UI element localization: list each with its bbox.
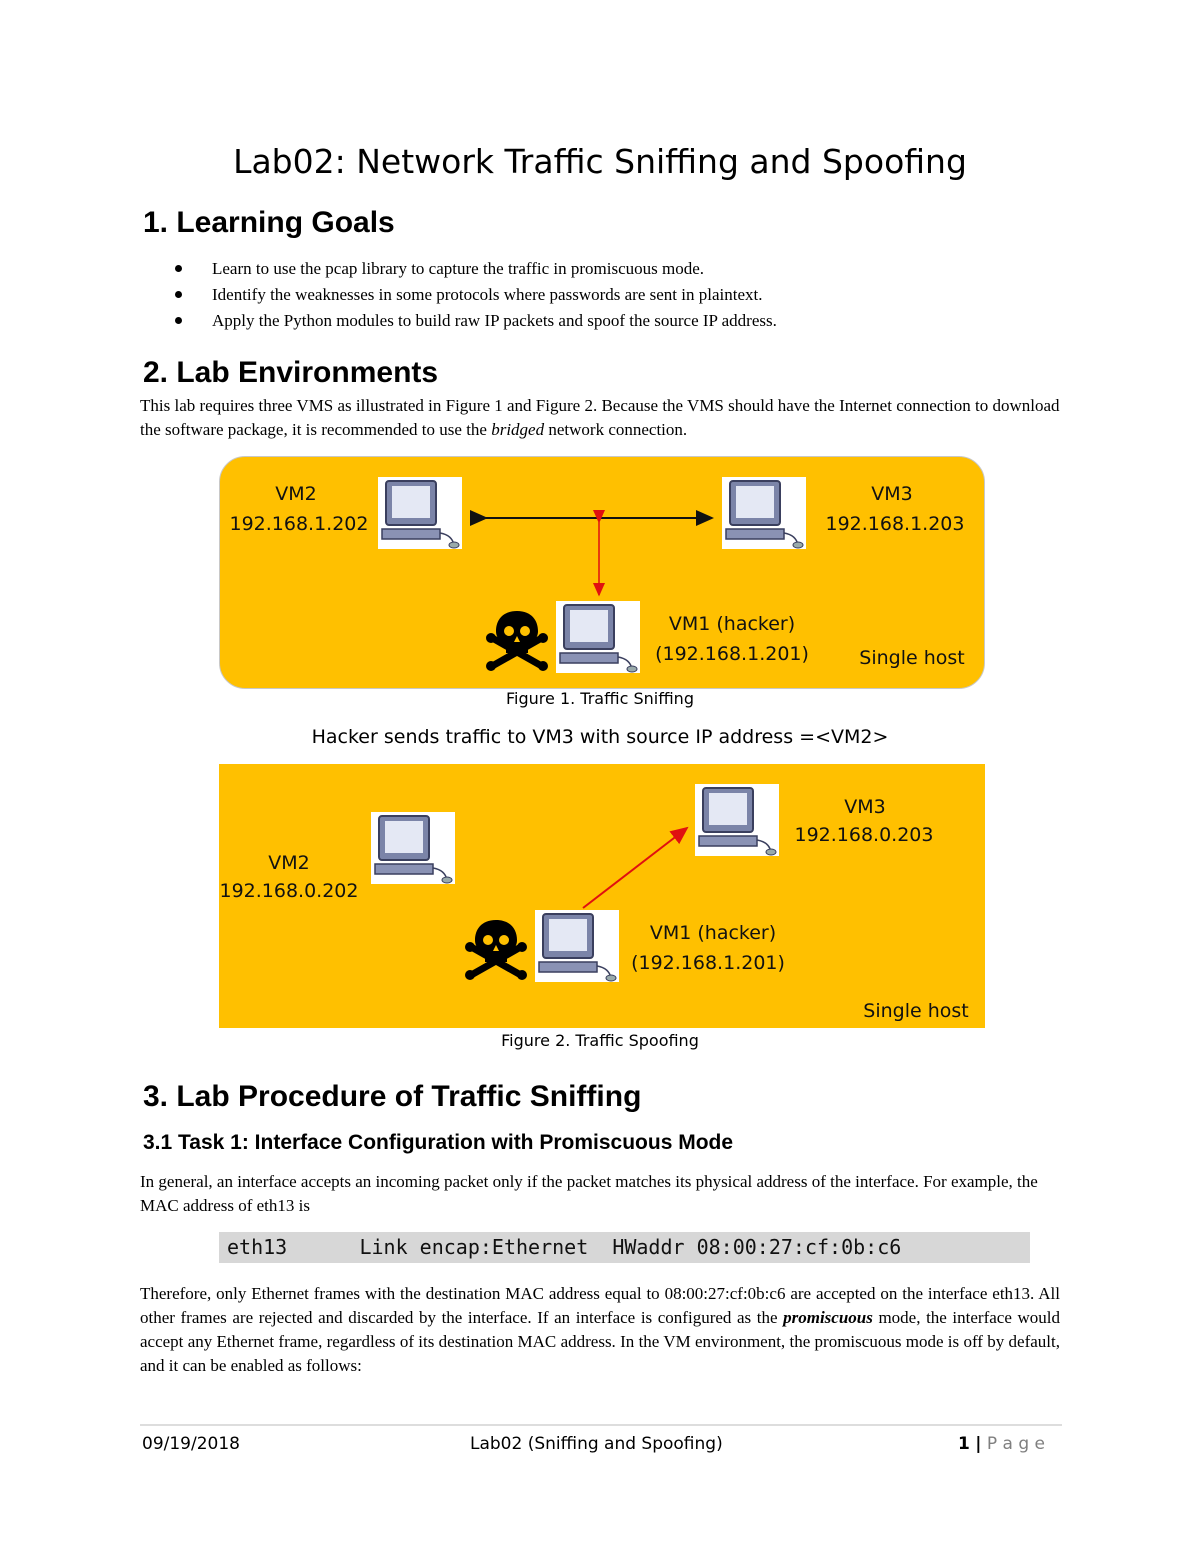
task-1-heading: 3.1 Task 1: Interface Configuration with Promiscuous Mode bbox=[143, 1131, 734, 1154]
list-item: Apply the Python modules to build raw IP packets and spoof the source IP address. bbox=[175, 310, 777, 336]
learning-goals-list bbox=[175, 258, 777, 336]
page-word: P a g e bbox=[986, 1434, 1046, 1454]
list-item: Learn to use the pcap library to capture the traffic in promiscuous mode. bbox=[175, 258, 777, 284]
figure-1-caption: Figure 1. Traffic Sniffing bbox=[506, 689, 694, 708]
vm3-name: VM3 bbox=[871, 483, 913, 505]
paragraph-text: Therefore, only Ethernet frames with the destination MAC address equal to 08:00:27:cf:0b:c6 are accepted on the interface eth13. All other frames are rejected and discarded by the interface. If an interface is configured as the bbox=[140, 1284, 1060, 1327]
spoof-arrow bbox=[219, 764, 985, 1028]
figure-2-traffic-spoofing bbox=[219, 764, 985, 1028]
footer-date: 09/19/2018 bbox=[142, 1434, 240, 1454]
footer-separator: | bbox=[975, 1434, 982, 1454]
page-indicator bbox=[958, 1434, 1045, 1454]
section-2-paragraph bbox=[140, 394, 1060, 442]
skull-icon bbox=[465, 918, 527, 980]
computer-icon bbox=[535, 910, 619, 982]
paragraph-text: This lab requires three VMS as illustrated in Figure 1 and Figure 2. Because the VMS should have the Internet connection to download the software package, it is recommended to use the bbox=[140, 396, 1060, 439]
emphasis-text: bridged bbox=[491, 420, 545, 439]
footer-title: Lab02 (Sniffing and Spoofing) bbox=[470, 1434, 723, 1454]
section-3-heading: 3. Lab Procedure of Traffic Sniffing bbox=[143, 1080, 642, 1113]
vm2-name: VM2 bbox=[268, 852, 310, 874]
host-label: Single host bbox=[863, 1000, 969, 1022]
paragraph-text: network connection. bbox=[544, 420, 688, 439]
skull-icon bbox=[486, 609, 548, 671]
computer-icon bbox=[378, 477, 462, 549]
section-2-heading: 2. Lab Environments bbox=[143, 356, 439, 389]
ifconfig-output: eth13 Link encap:Ethernet HWaddr 08:00:27:cf:0b:c6 bbox=[219, 1232, 1030, 1263]
computer-icon bbox=[722, 477, 806, 549]
emphasis-text: promiscuous bbox=[783, 1308, 873, 1327]
host-label: Single host bbox=[859, 647, 965, 669]
task-1-paragraph: In general, an interface accepts an incoming packet only if the packet matches its physical address of the interface. For example, the MAC address of eth13 is bbox=[140, 1172, 1038, 1215]
footer-divider bbox=[140, 1424, 1062, 1426]
list-item: Identify the weaknesses in some protocols where passwords are sent in plaintext. bbox=[175, 284, 777, 310]
vm3-name: VM3 bbox=[844, 796, 886, 818]
vm3-ip: 192.168.0.203 bbox=[794, 824, 934, 846]
figure-2-heading: Hacker sends traffic to VM3 with source IP address =<VM2> bbox=[311, 726, 889, 748]
computer-icon bbox=[695, 784, 779, 856]
promiscuous-paragraph bbox=[140, 1282, 1060, 1378]
vm1-name: VM1 (hacker) bbox=[649, 922, 777, 944]
vm1-name: VM1 (hacker) bbox=[668, 613, 796, 635]
figure-1-traffic-sniffing bbox=[219, 456, 985, 689]
vm1-ip: (192.168.1.201) bbox=[631, 952, 785, 974]
vm2-name: VM2 bbox=[275, 483, 317, 505]
vm2-ip: 192.168.0.202 bbox=[219, 880, 359, 902]
computer-icon bbox=[371, 812, 455, 884]
paragraph-text: mode, the interface would accept any Ethernet frame, regardless of its destination MAC address. In the VM environment, the promiscuous mode is off by default, and it can be enabled as follows: bbox=[140, 1308, 1060, 1375]
vm2-ip: 192.168.1.202 bbox=[229, 513, 369, 535]
vm3-ip: 192.168.1.203 bbox=[825, 513, 965, 535]
page-number: 1 bbox=[958, 1434, 970, 1454]
page-title: Lab02: Network Traffic Sniffing and Spoofing bbox=[233, 142, 967, 181]
computer-icon bbox=[556, 601, 640, 673]
figure-2-caption: Figure 2. Traffic Spoofing bbox=[501, 1031, 699, 1050]
vm1-ip: (192.168.1.201) bbox=[655, 643, 809, 665]
section-1-heading: 1. Learning Goals bbox=[143, 206, 395, 239]
